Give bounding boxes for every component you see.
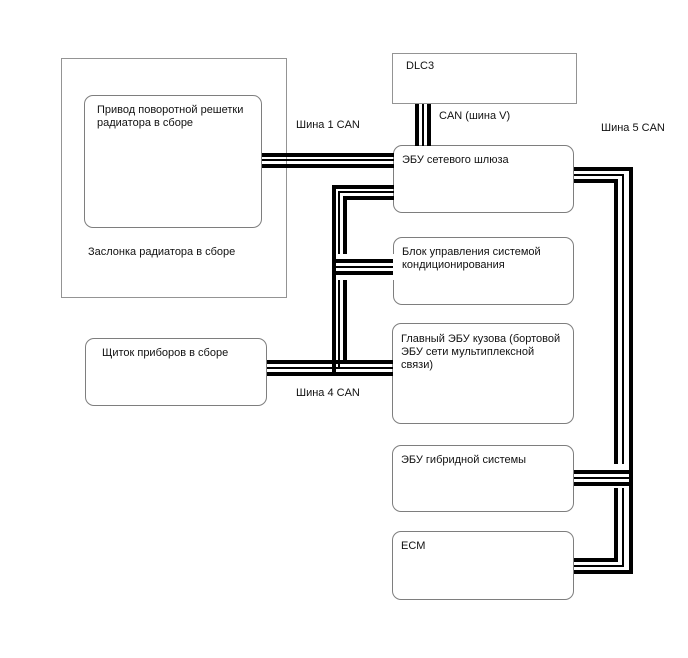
grille-shutter-actuator-box	[84, 95, 262, 228]
main-body-ecu-label: Главный ЭБУ кузова (бортовой ЭБУ сети мультиплексной связи)	[401, 333, 561, 371]
can-bus-v-label: CAN (шина V)	[439, 110, 511, 122]
hybrid-ecu-label: ЭБУ гибридной системы	[401, 454, 527, 466]
radiator-shutter-assembly-label: Заслонка радиатора в сборе	[88, 246, 236, 258]
bus4-can-label: Шина 4 CAN	[296, 387, 360, 399]
main-body-ecu-box	[392, 323, 574, 424]
bus4-can-trunk	[334, 187, 394, 374]
instrument-cluster-label: Щиток приборов в сборе	[102, 347, 229, 359]
wire-break-halo	[337, 254, 394, 280]
ac-amplifier-box	[393, 237, 574, 305]
instrument-cluster-box	[85, 338, 267, 406]
ecm-label: ECM	[401, 540, 426, 552]
bus5-can-label: Шина 5 CAN	[601, 122, 665, 134]
bus4-can-ac-branch	[336, 254, 394, 280]
dlc3-can-v-line	[417, 104, 429, 146]
wire-break-halo	[575, 464, 627, 488]
gateway-ecu-label: ЭБУ сетевого шлюза	[402, 154, 509, 166]
bus1-can-label: Шина 1 CAN	[296, 119, 360, 131]
hybrid-ecu-box	[392, 445, 574, 512]
ecm-box	[392, 531, 574, 600]
gateway-ecu-box	[393, 145, 574, 213]
dlc3-label: DLC3	[406, 60, 435, 72]
bus5-can-hybrid-branch	[574, 464, 633, 488]
bus4-can-cluster-line	[267, 362, 393, 374]
ac-amplifier-label: Блок управления системой кондиционирования	[402, 246, 541, 271]
bus5-can-line	[574, 169, 631, 572]
grille-shutter-actuator-label: Привод поворотной решетки радиатора в сборе	[97, 104, 244, 129]
dlc3-box	[392, 53, 577, 104]
